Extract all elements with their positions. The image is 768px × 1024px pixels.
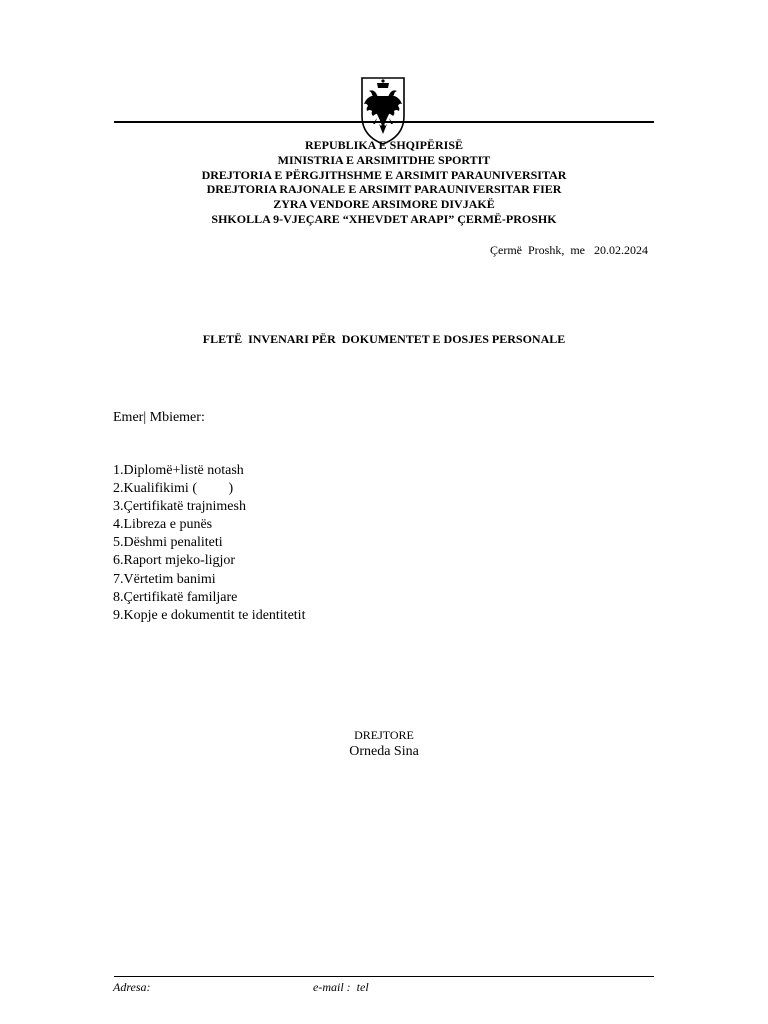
footer-divider xyxy=(114,976,654,977)
header-line-regional-directorate: DREJTORIA RAJONALE E ARSIMIT PARAUNIVERSITAR FIER xyxy=(206,182,562,197)
header-line-school: SHKOLLA 9-VJEÇARE “XHEVDET ARAPI” ÇERMË-PROSHK xyxy=(211,211,557,226)
signature-name: Orneda Sina xyxy=(349,744,419,759)
documents-list xyxy=(113,462,305,625)
institution-header xyxy=(114,138,654,227)
header-line-ministry: MINISTRIA E ARSIMITDHE SPORTIT xyxy=(277,152,491,167)
list-item: 7.Vërtetim banimi xyxy=(113,571,216,587)
footer-contact-label: e-mail : tel xyxy=(313,980,369,994)
footer-address-label: Adresa: xyxy=(113,980,151,994)
name-field-label: Emer| Mbiemer: xyxy=(113,410,205,425)
list-item: 8.Çertifikatë familjare xyxy=(113,589,238,605)
header-line-general-directorate: DREJTORIA E PËRGJITHSHME E ARSIMIT PARAUNIVERSITAR xyxy=(201,167,567,182)
list-item: 1.Diplomë+listë notash xyxy=(113,463,244,478)
header-line-republic: REPUBLIKA E SHQIPËRISË xyxy=(304,138,464,152)
document-title: FLETË INVENARI PËR DOKUMENTET E DOSJES PERSONALE xyxy=(202,332,566,346)
place-date: Çermë Proshk, me 20.02.2024 xyxy=(490,243,648,257)
list-item: 9.Kopje e dokumentit te identitetit xyxy=(113,607,306,623)
list-item: 2.Kualifikimi ( ) xyxy=(113,481,234,497)
signature-role: DREJTORE xyxy=(354,728,414,742)
list-item: 3.Çertifikatë trajnimesh xyxy=(113,499,246,515)
list-item: 6.Raport mjeko-ligjor xyxy=(113,553,236,569)
albanian-coat-of-arms-icon xyxy=(360,76,406,146)
header-divider xyxy=(114,121,654,123)
list-item: 4.Libreza e punës xyxy=(113,517,213,533)
header-line-local-office: ZYRA VENDORE ARSIMORE DIVJAKË xyxy=(273,197,495,212)
list-item: 5.Dëshmi penaliteti xyxy=(113,535,223,551)
signature-block xyxy=(114,728,654,762)
